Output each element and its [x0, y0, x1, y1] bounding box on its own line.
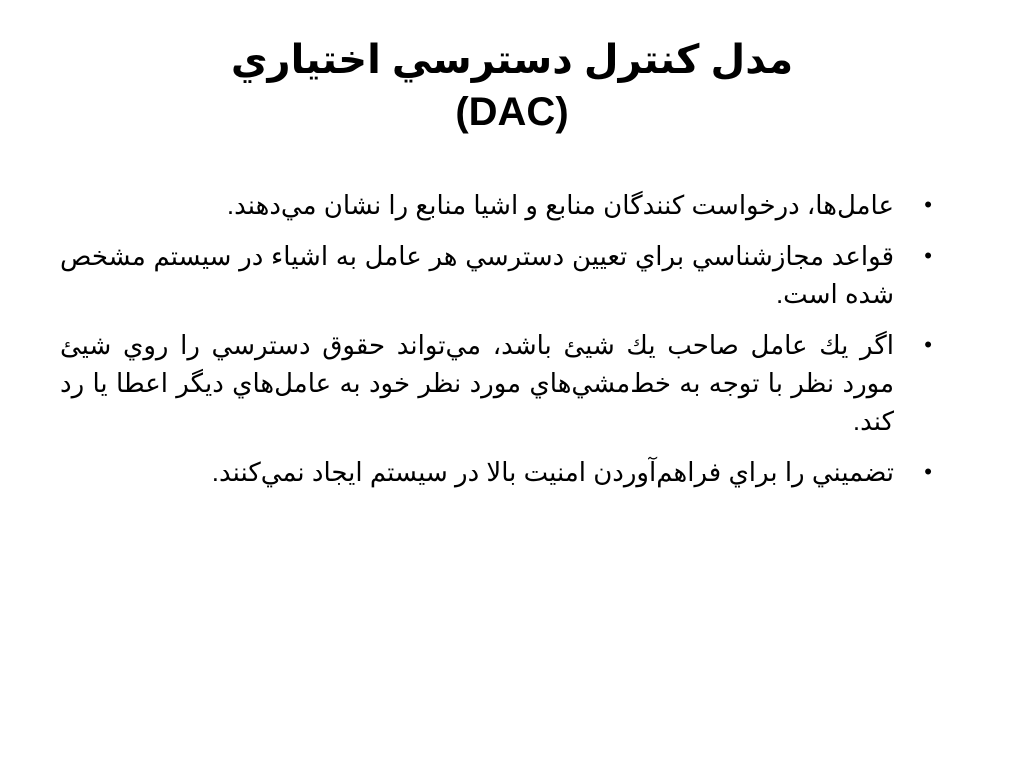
- bullet-item-4: [60, 453, 932, 491]
- bullet-text: تضميني را براي فراهم‌آوردن امنيت بالا در سيستم ايجاد نمي‌كنند.: [211, 457, 894, 487]
- bullet-list: [60, 186, 932, 504]
- title-line-1: مدل كنترل دسترسي اختياري: [230, 38, 794, 82]
- bullet-text: عامل‌ها، درخواست كنندگان منابع و اشيا منابع را نشان مي‌دهند.: [226, 190, 894, 220]
- slide-title: [112, 34, 912, 138]
- bullet-dot-icon: •: [924, 332, 932, 357]
- bullet-dot-icon: •: [924, 459, 932, 484]
- title-line-2: (DAC): [455, 90, 569, 134]
- bullet-text: قواعد مجازشناسي براي تعيين دسترسي هر عامل به اشياء در سيستم مشخص شده است.: [60, 241, 894, 309]
- bullet-dot-icon: •: [924, 243, 932, 268]
- bullet-dot-icon: •: [924, 192, 932, 217]
- bullet-item-1: [60, 186, 932, 224]
- bullet-text: اگر يك عامل صاحب يك شيئ باشد، مي‌تواند حقوق دسترسي را روي شيئ مورد نظر با توجه به خط‌مشي‌هاي مورد نظر خود به عامل‌هاي ديگر اعطا يا رد كند.: [60, 330, 894, 436]
- bullet-item-3: [60, 326, 932, 440]
- bullet-item-2: [60, 237, 932, 313]
